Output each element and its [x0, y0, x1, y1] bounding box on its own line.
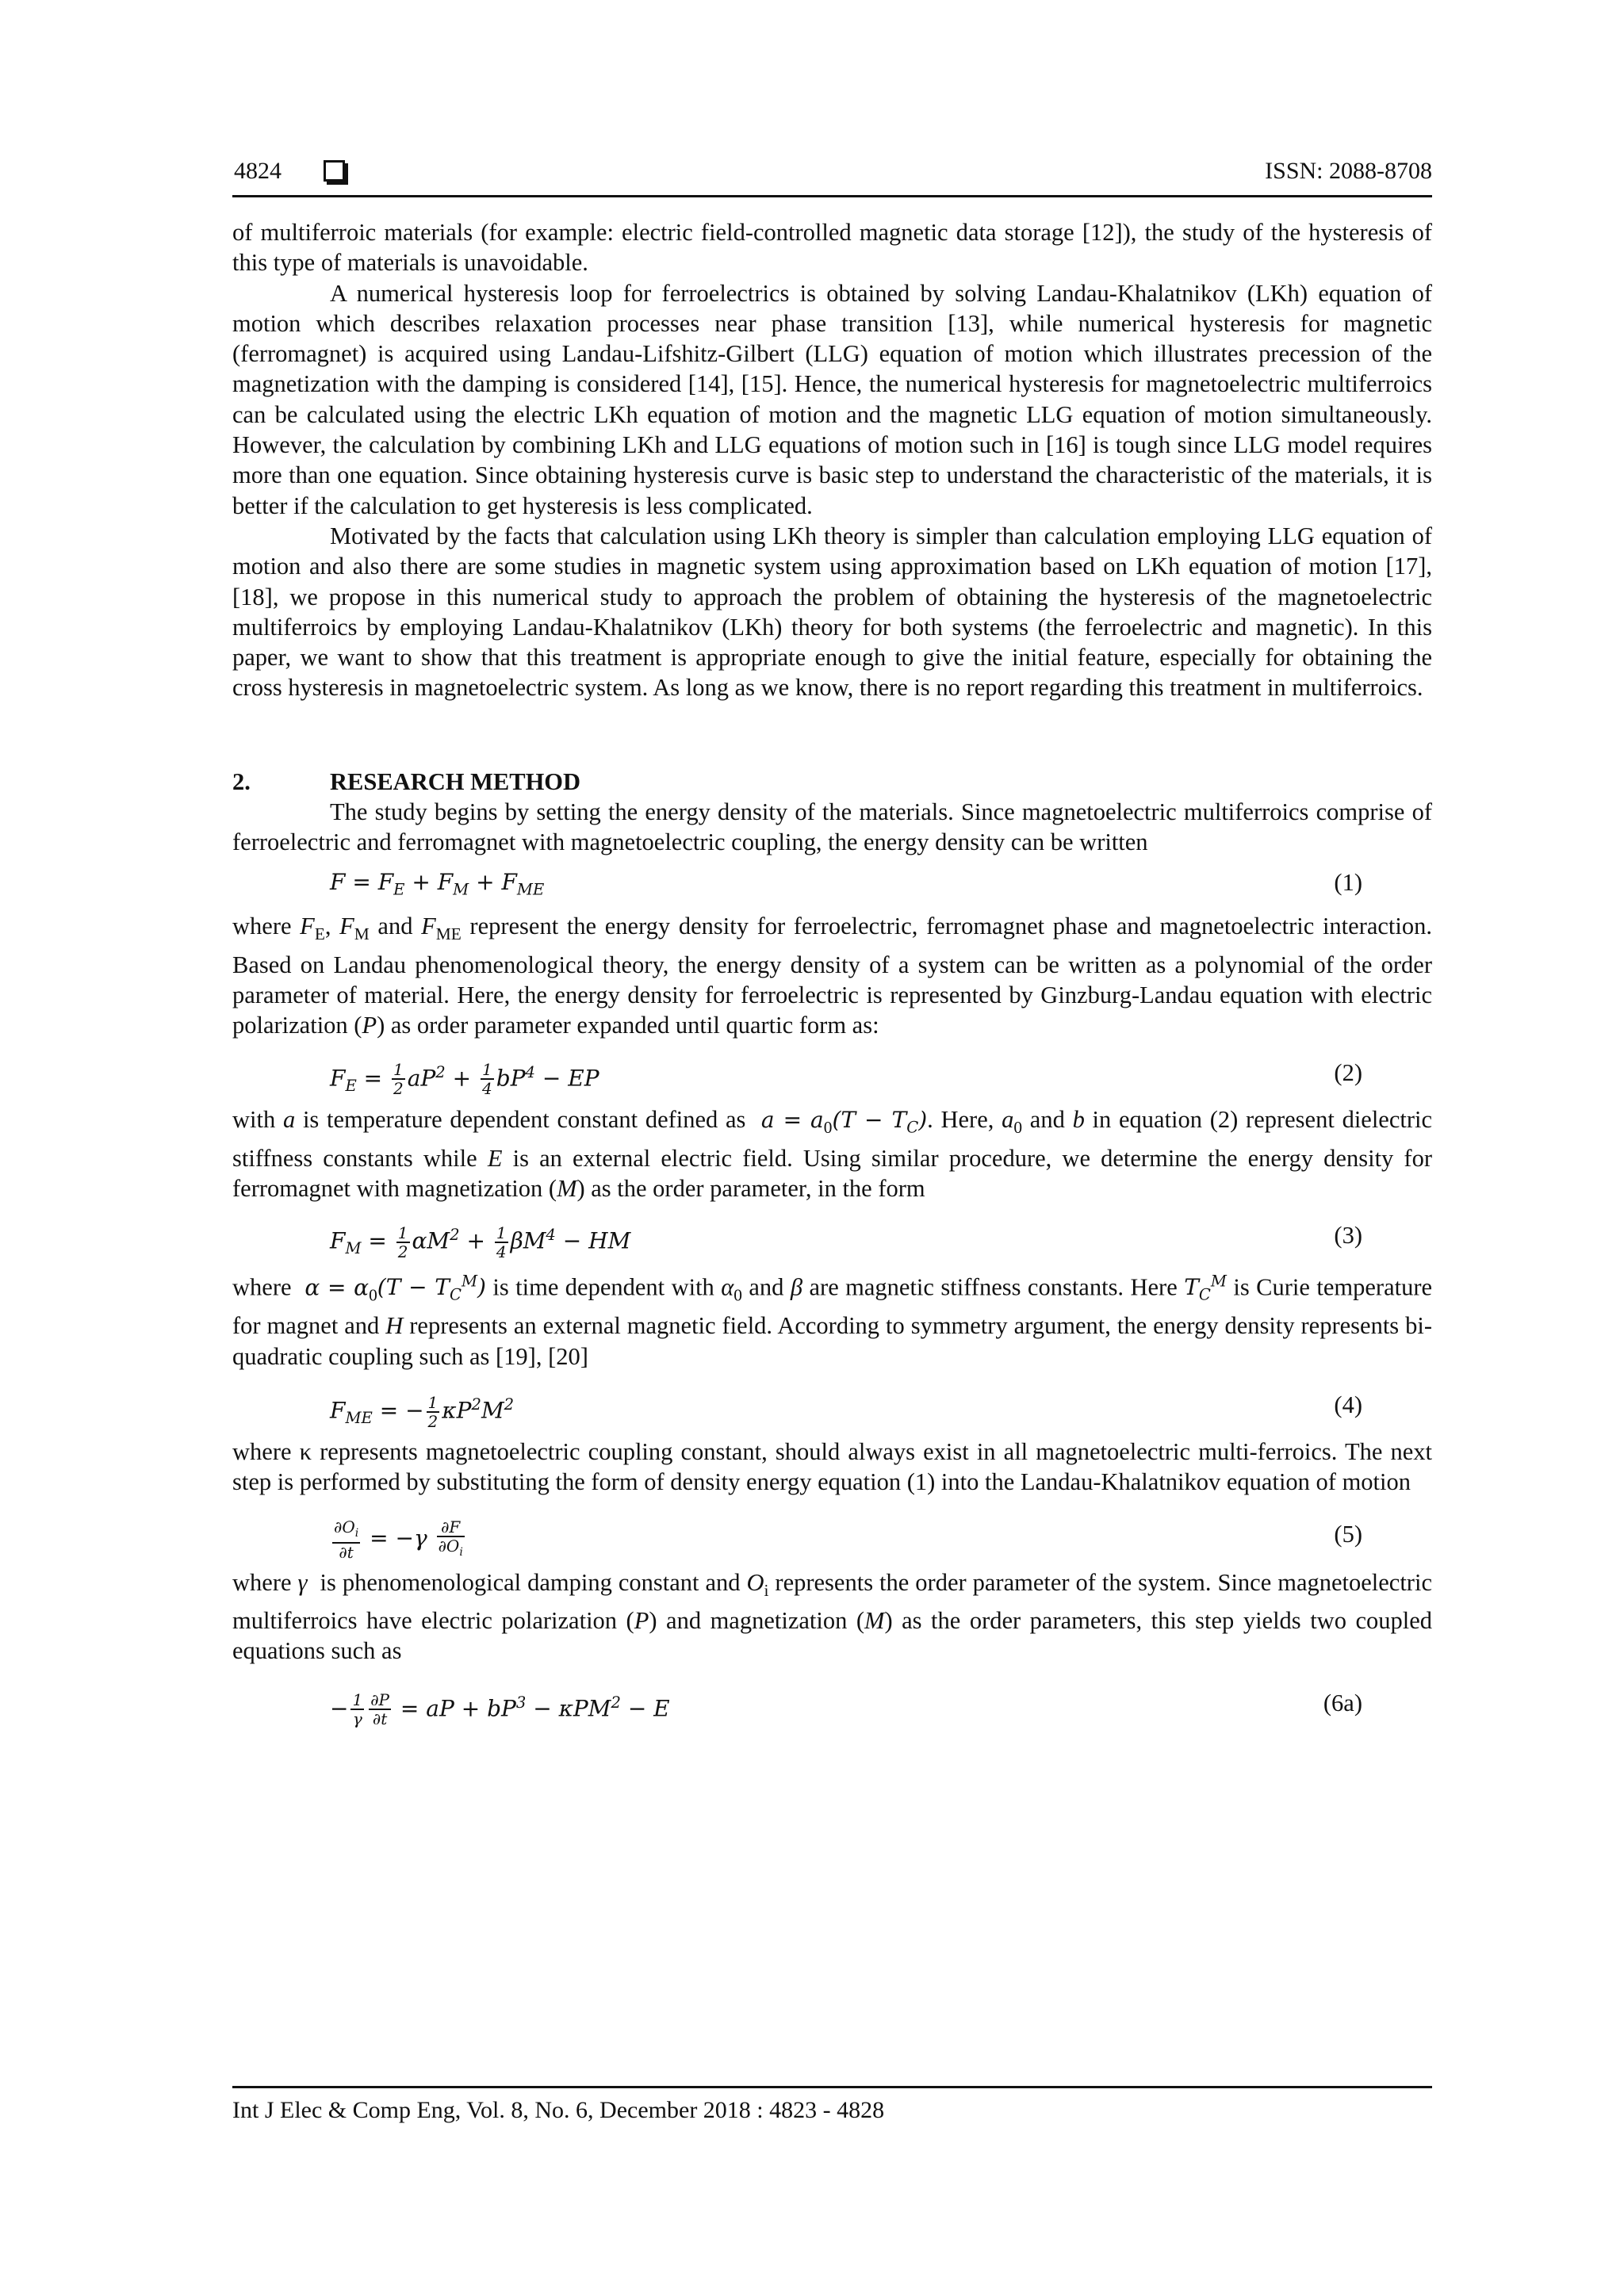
paragraph-motivation: Motivated by the facts that calculation using LKh theory is simpler than calculation employing LLG equation of motion and also there are some studies in magnetic system using approximation based on LKh equation of motion [17], [18], we propose in this numerical study to approach the problem of obtaining the hysteresis of the magnetoelectric multiferroics by employing Landau-Khalatnikov (LKh) theory for both systems (the ferroelectric and magnetic). In this paper, we want to show that this treatment is appropriate enough to give the initial feature, especially for obtaining the cross hysteresis in magnetoelectric system. As long as we know, there is no report regarding this treatment in multiferroics. [232, 522, 1432, 702]
paragraph-lkh-substitution: where κ represents magnetoelectric coupling constant, should always exist in all magnetoelectric multi-ferroics. The next step is performed by substituting the form of density energy equation (1) into the Landau-Khalatnikov equation of motion [232, 1437, 1432, 1496]
equation-5-number: (5) [1334, 1520, 1362, 1548]
paragraph-ferromagnet: with a is temperature dependent constant defined as $a = a_0(T - T_C)$. Here, $a_0$ and b in equation (2) represent dielectric stiffness constants while E is an external electric field. Using similar procedure, we determine the energy density for ferromagnet with magnetization (M) as the order parameter, in the form [232, 1105, 1433, 1202]
equation-3 [232, 1219, 1432, 1261]
page-body [232, 217, 1433, 1729]
equation-3-expression: $F_M$ = $\frac{1}{2}$ $\alpha M^2$ + $\frac{1}{4}$ $\beta M^4$ − HM [330, 1223, 631, 1261]
equation-4-expression: $F_{ME}$ = − $\frac{1}{2}$ $\kappa P^2M^2$ [330, 1392, 515, 1431]
equation-6a-number: (6a) [1323, 1689, 1362, 1716]
equation-3-number: (3) [1334, 1222, 1362, 1249]
equation-1-number: (1) [1334, 869, 1362, 897]
equation-5-expression: $\frac{\partial O_i}{\partial t}$ = −γ $\frac{\partial F}{\partial O_i}$ [334, 1517, 463, 1562]
section-title: RESEARCH METHOD [330, 767, 581, 795]
paragraph-intro-end: of multiferroic materials (for example: electric field-controlled magnetic data storage [12]), the study of the hysteresis of this type of materials is unavoidable. [232, 219, 1432, 277]
equation-6a [232, 1687, 1432, 1729]
equation-1-expression: $F = F_E + F_M + F_{ME}$ [330, 869, 545, 899]
equation-2-expression: $F_E$ = $\frac{1}{2}$ $aP^2$ + $\frac{1}{4}$ $bP^4$ − EP [330, 1060, 599, 1099]
equation-4-number: (4) [1334, 1391, 1362, 1418]
equation-2 [232, 1057, 1432, 1099]
journal-citation: Int J Elec & Comp Eng, Vol. 8, No. 6, December 2018 : 4823 - 4828 [232, 2097, 885, 2123]
paragraph-energy-density: The study begins by setting the energy density of the materials. Since magnetoelectric multiferroics comprise of ferroelectric and ferromagnet with magnetoelectric coupling, the energy density can be written [232, 798, 1432, 856]
square-bullet-icon [324, 160, 345, 182]
page-header [232, 155, 1432, 197]
paragraph-landau: where $F_E$, $F_M$ and $F_{ME}$ represent the energy density for ferroelectric, ferromagnet phase and magnetoelectric interaction. Based on Landau phenomenological theory, the energy density of a system can be written as a polynomial of the order parameter of material. Here, the energy density for ferroelectric is represented by Ginzburg-Landau equation with electric polarization (P) as order parameter expanded until quartic form as: [232, 913, 1432, 1039]
paragraph-coupled-equations: where γ is phenomenological damping constant and $O_i$ represents the order parameter of the system. Since magnetoelectric multiferroics have electric polarization (P) and magnetization (M) as the order parameters, this step yields two coupled equations such as [232, 1568, 1432, 1665]
section-number: 2. [232, 767, 251, 795]
paragraph-lkh-llg: A numerical hysteresis loop for ferroelectrics is obtained by solving Landau-Khalatnikov (LKh) equation of motion which describes relaxation processes near phase transition [13], while numerical hysteresis for magnetic (ferromagnet) is acquired using Landau-Lifshitz-Gilbert (LLG) equation of motion which illustrates precession of the magnetization with the damping is considered [14], [15]. Hence, the numerical hysteresis for magnetoelectric multiferroics can be calculated using the electric LKh equation of motion and the magnetic LLG equation of motion simultaneously. However, the calculation by combining LKh and LLG equations of motion such in [16] is tough since LLG model requires more than one equation. Since obtaining hysteresis curve is basic step to understand the characteristic of the materials, it is better if the calculation to get hysteresis is less complicated. [232, 279, 1432, 519]
paragraph-coupling: where $\alpha = \alpha_0(T - T_C^M)$ is time dependent with $\alpha_0$ and β are magnetic stiffness constants. Here $T_C^M$ is Curie temperature for magnet and H represents an external magnetic field. According to symmetry argument, the energy density represents bi-quadratic coupling such as [19], [20] [232, 1272, 1433, 1370]
page-footer [232, 2086, 1432, 2126]
section-heading [232, 767, 1432, 797]
equation-4 [232, 1389, 1432, 1431]
equation-2-number: (2) [1334, 1058, 1362, 1086]
equation-5 [232, 1517, 1432, 1562]
issn-label: ISSN: 2088-8708 [1265, 158, 1432, 184]
equation-1 [232, 867, 1432, 898]
equation-6a-expression: − $\frac{1}{\gamma}$ $\frac{\partial P}{\partial t}$ = aP + $bP^3 - \kappa PM^2 - E$ [330, 1690, 670, 1729]
page-number: 4824 [234, 158, 282, 184]
